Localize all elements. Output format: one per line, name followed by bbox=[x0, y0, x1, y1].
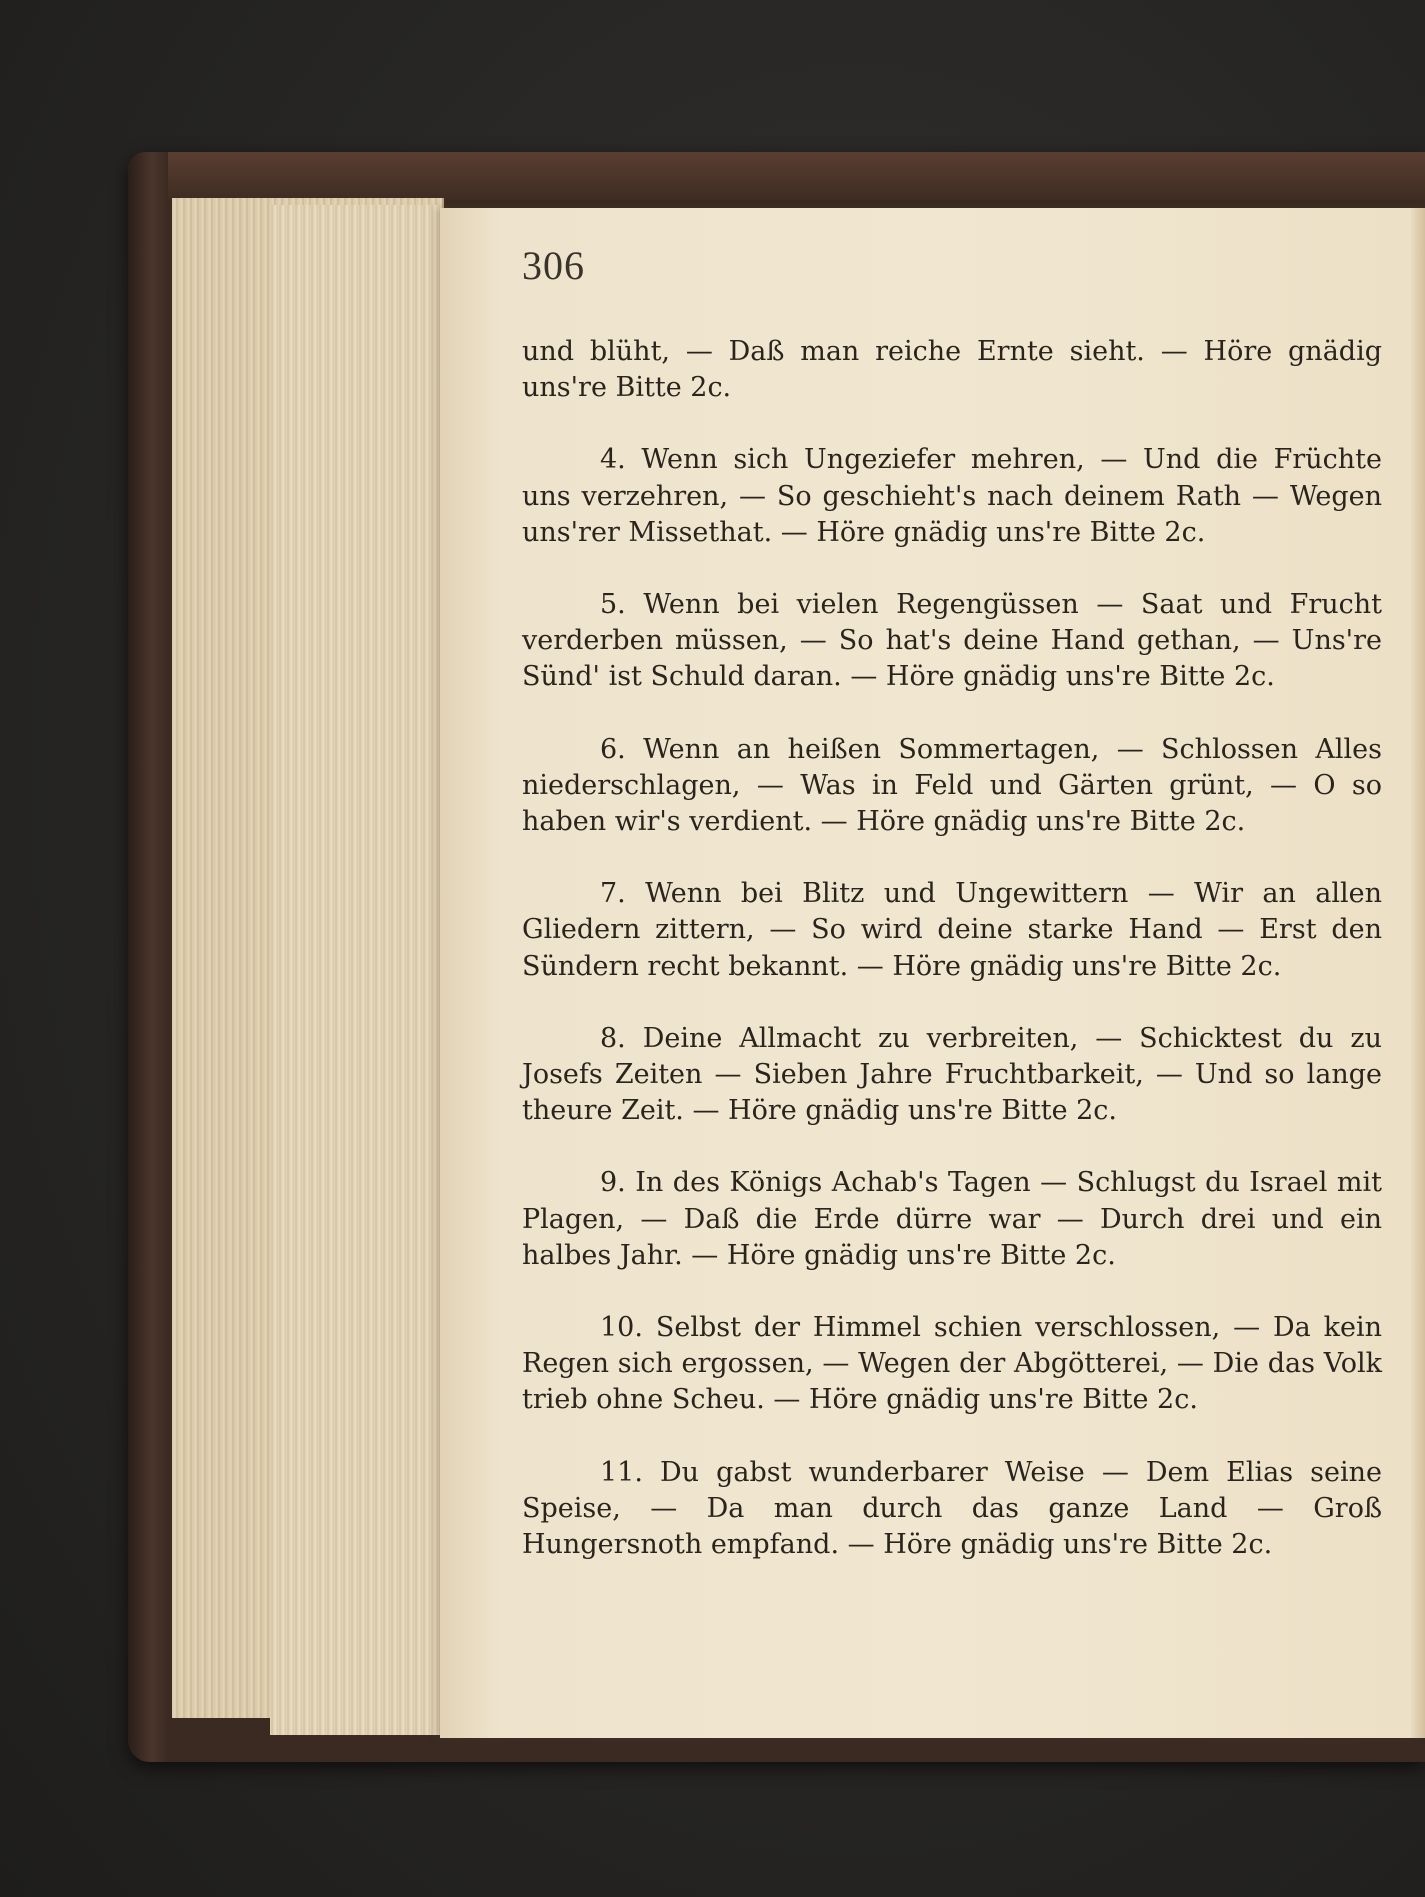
paragraph-verse-6: 6. Wenn an heißen Sommertagen, — Schlossen Alles niederschlagen, — Was in Feld und Gärten grünt, — O so haben wir's verdient. — Höre gnädig uns're Bitte 2c. bbox=[522, 733, 1382, 838]
paragraph-verse-4: 4. Wenn sich Ungeziefer mehren, — Und die Früchte uns verzehren, — So geschieht's nach deinem Rath — Wegen uns'rer Missethat. — Höre gnädig uns're Bitte 2c. bbox=[522, 444, 1382, 548]
paragraph-verse-8: 8. Deine Allmacht zu verbreiten, — Schicktest du zu Josefs Zeiten — Sieben Jahre Fruchtbarkeit, — Und so lange theure Zeit. — Höre gnädig uns're Bitte 2c. bbox=[522, 1022, 1382, 1127]
paragraph-verse-11: 11. Du gabst wunderbarer Weise — Dem Elias seine Speise, — Da man durch das ganze Land — Groß Hungersnoth empfand. — Höre gnädig uns're Bitte 2c. bbox=[522, 1456, 1382, 1561]
cover-top-edge bbox=[128, 152, 1425, 200]
paragraph-verse-10: 10. Selbst der Himmel schien verschlossen, — Da kein Regen sich ergossen, — Wegen der Abgötterei, — Die das Volk trieb ohne Scheu. — Höre gnädig uns're Bitte 2c. bbox=[522, 1312, 1382, 1416]
paragraph-verse-9: 9. In des Königs Achab's Tagen — Schlugst du Israel mit Plagen, — Daß die Erde dürre war — Durch drei und ein halbes Jahr. — Höre gnädig uns're Bitte 2c. bbox=[522, 1167, 1382, 1271]
paragraph-continuation: und blüht, — Daß man reiche Ernte sieht. — Höre gnädig uns're Bitte 2c. bbox=[522, 336, 1382, 404]
paragraph-verse-7: 7. Wenn bei Blitz und Ungewittern — Wir an allen Gliedern zittern, — So wird deine starke Hand — Erst den Sündern recht bekannt. — Höre gnädig uns're Bitte 2c. bbox=[522, 878, 1382, 982]
page-text bbox=[522, 334, 1382, 1599]
page-right-edge bbox=[1411, 208, 1425, 1738]
cover-spine bbox=[128, 152, 168, 1762]
page-number: 306 bbox=[522, 243, 585, 288]
page-stack-edges-inner bbox=[270, 205, 440, 1735]
paragraph-verse-5: 5. Wenn bei vielen Regengüssen — Saat und Frucht verderben müssen, — So hat's deine Hand gethan, — Uns're Sünd' ist Schuld daran. — Höre gnädig uns're Bitte 2c. bbox=[522, 589, 1382, 693]
